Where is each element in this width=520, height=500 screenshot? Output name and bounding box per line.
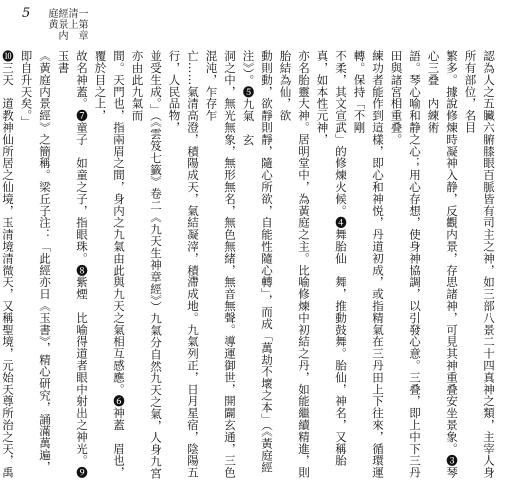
text-column: 亡……氣清高澄，積陽成天，氣結凝滓，積滯成地。九氣列正，日月星宿，陰陽五行，人民品物， (167, 50, 200, 479)
text-column: 並受生成。」（《雲笈七籤》卷二《九天生神章經》）九氣分自然九天之氣，人身九宮亦由此九氣而 (130, 50, 163, 480)
annotation-text (1, 50, 498, 480)
text-column: 動則動，欲靜則靜，隨心所欲，自能性隨心轉」，而成「萬劫不壞之本」（《黃庭經注》）。❺九氣 玄 (241, 50, 274, 474)
page-number: 5 (22, 6, 31, 21)
text-column: 練功者能作到這樣，即心和神悦，丹道初成，或指精氣在三丹田上下往來，循環運轉。保持「不剛 (352, 50, 385, 479)
text-column: 不柔，其文宣武」的修煉火候。❹舞胎仙 舞，推動鼓舞。胎仙，神名，又稱胎真，如本性元神， (315, 50, 348, 467)
running-title: 一第章 清上 經景内庭黄 (46, 8, 87, 46)
text-column: 故名神蓋。❼童子 如童之子，指眼珠。❽紫煙 比喻得道者眼中射出之神光。❾玉書 (56, 50, 89, 479)
page-header (0, 6, 520, 48)
text-column: 間。天門也，指兩眉之間，身内之九氣由此與九天之氣相互感應。❻神蓋 眉也，覆於目之上， (93, 50, 126, 479)
text-column: ❿三天 道教神仙所居之仙境，玉清境清微天，又稱聖境，元始天尊所治之天，禹 (1, 50, 15, 479)
text-column: 認為人之五臟六腑膝眼百脈皆有司主之神，如三部八景二十四真神之類，主宰人身所有部位，名目 (463, 50, 496, 479)
text-column: 語。琴心喻和静之心；用心存想，使身神協調，以引發心意。三叠，即上中下三丹田與諸宮相重叠。 (389, 50, 422, 479)
text-column: 《黃庭内景經》之簡稱。梁丘子注：「此經亦日《玉書》，精心研究，誦滿萬遍，即自升天矣。」 (19, 50, 52, 473)
text-column: 繁多。據說修煉時凝神入静，反觀内景，存思諸神，可見其神重叠安坐景象。❸琴心三叠 内練術 (426, 50, 459, 479)
text-column: 亦名胎靈大神。居明堂中，為黃庭之主。比喻修煉中初結之丹，如能繼續精進，則胎結為仙，欲 (278, 50, 311, 479)
text-column: 洞之中，無光無象，無形無名，無色無緒，無音無聲。導運御世，開闢玄通，三色混沌，乍存乍 (204, 50, 237, 479)
